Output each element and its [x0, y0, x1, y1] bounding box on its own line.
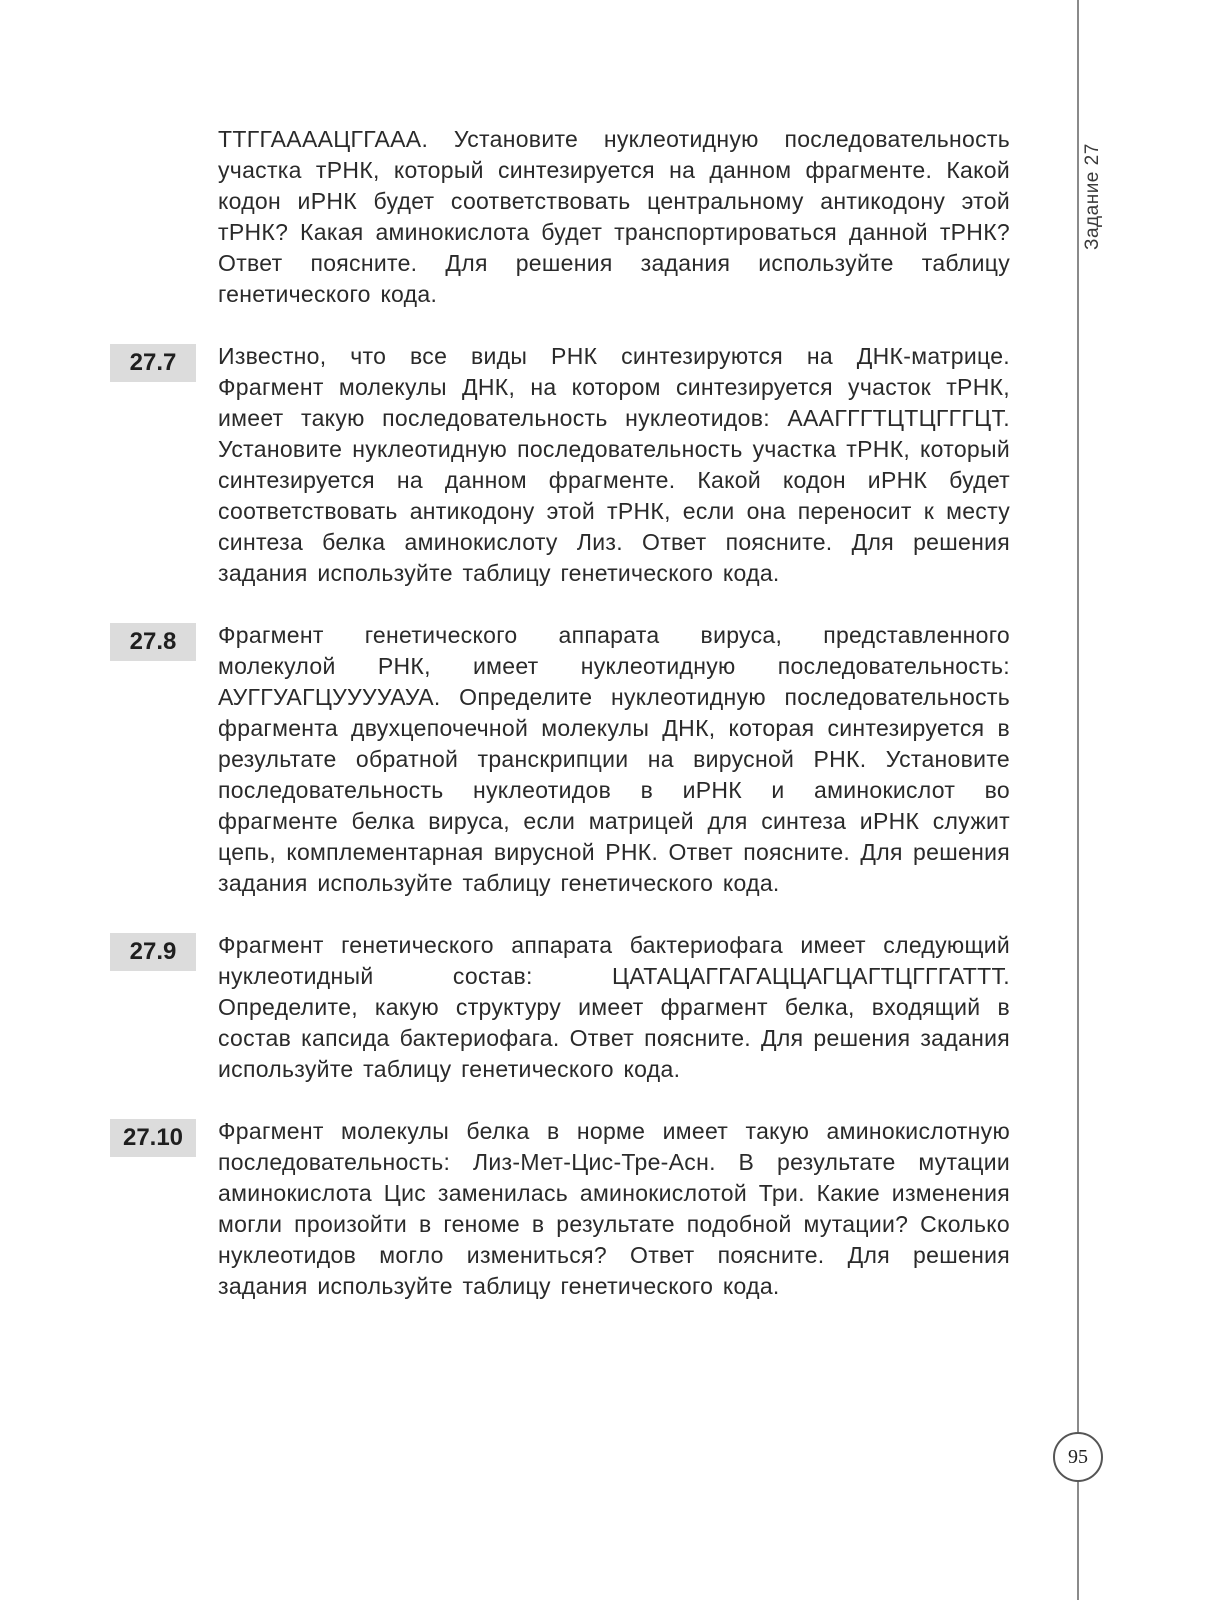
task-text: ТТГГААААЦГГААА. Установите нуклеотидную последовательность участка тРНК, который синтезируется на данном фрагменте. Какой кодон иРНК будет соответствовать центральному антикодону этой тРНК? Какая аминокислота будет транспортироваться данной тРНК? Ответ поясните. Для решения задания используйте таблицу генетического кода.: [218, 126, 1010, 307]
margin-rule: [1077, 0, 1079, 1600]
task-number: 27.10: [110, 1119, 196, 1157]
section-label: Задание 27: [1082, 143, 1103, 250]
task-27-7: [110, 341, 1010, 589]
task-text: Известно, что все виды РНК синтезируются на ДНК-матрице. Фрагмент молекулы ДНК, на котором синтезируется участок тРНК, имеет такую последовательность нуклеотидов: АААГГГТЦТЦГГГЦТ. Установите нуклеотидную последовательность участка тРНК, который синтезируется на данном фрагменте. Какой кодон иРНК будет соответствовать антикодону этой тРНК, если она переносит к месту синтеза белка аминокислоту Лиз. Ответ поясните. Для решения задания используйте таблицу генетического кода.: [218, 343, 1010, 586]
task-text: Фрагмент молекулы белка в норме имеет такую аминокислотную последовательность: Лиз-Мет-Цис-Тре-Асн. В результате мутации аминокислота Цис заменилась аминокислотой Три. Какие изменения могли произойти в геноме в результате подобной мутации? Сколько нуклеотидов могло измениться? Ответ поясните. Для решения задания используйте таблицу генетического кода.: [218, 1118, 1010, 1299]
task-27-9: [110, 930, 1010, 1085]
task-number: 27.8: [110, 623, 196, 661]
task-27-8: [110, 620, 1010, 899]
task-continued: [110, 124, 1010, 310]
task-number: 27.9: [110, 933, 196, 971]
task-text: Фрагмент генетического аппарата вируса, представленного молекулой РНК, имеет нуклеотидную последовательность: АУГГУАГЦУУУУАУА. Определите нуклеотидную последовательность фрагмента двухцепочечной молекулы ДНК, которая синтезируется в результате обратной транскрипции на вирусной РНК. Установите последовательность нуклеотидов в иРНК и аминокислот во фрагменте белка вируса, если матрицей для синтеза иРНК служит цепь, комплементарная вирусной РНК. Ответ поясните. Для решения задания используйте таблицу генетического кода.: [218, 622, 1010, 896]
task-list: [110, 124, 1010, 1333]
task-text: Фрагмент генетического аппарата бактериофага имеет следующий нуклеотидный состав: ЦАТАЦАГГАГАЦЦАГЦАГТЦГГГАТТТ. Определите, какую структуру имеет фрагмент белка, входящий в состав капсида бактериофага. Ответ поясните. Для решения задания используйте таблицу генетического кода.: [218, 932, 1010, 1082]
page-number: 95: [1053, 1432, 1103, 1482]
task-number: 27.7: [110, 344, 196, 382]
task-27-10: [110, 1116, 1010, 1302]
